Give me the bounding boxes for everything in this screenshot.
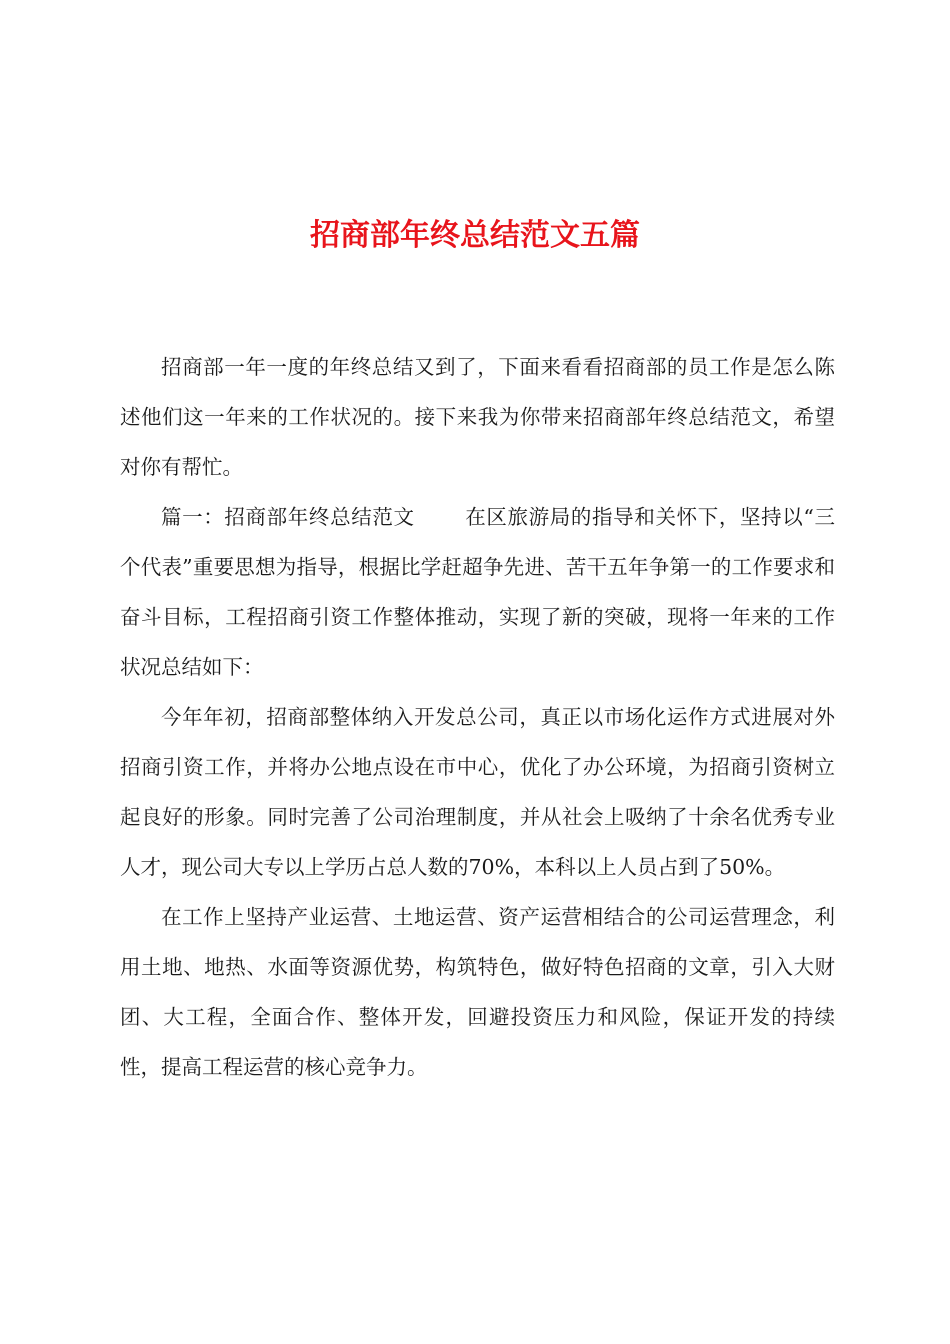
- document-body: [120, 342, 835, 1092]
- section-heading: 篇一：招商部年终总结范文: [161, 505, 415, 529]
- paragraph-3: 在工作上坚持产业运营、土地运营、资产运营相结合的公司运营理念，利用土地、地热、水面等资源优势，构筑特色，做好特色招商的文章，引入大财团、大工程，全面合作、整体开发，回避投资压力和风险，保证开发的持续性，提高工程运营的核心竞争力。: [120, 905, 835, 1079]
- section-one-paragraph: [120, 492, 835, 692]
- paragraph-2: 今年年初，招商部整体纳入开发总公司，真正以市场化运作方式进展对外招商引资工作，并将办公地点设在市中心，优化了办公环境，为招商引资树立起良好的形象。同时完善了公司治理制度，并从社会上吸纳了十余名优秀专业人才，现公司大专以上学历占总人数的70%，本科以上人员占到了50%。: [120, 705, 835, 879]
- section-text: 在区旅游局的指导和关怀下，坚持以“三个代表”重要思想为指导，根据比学赶超争先进、苦干五年争第一的工作要求和奋斗目标，工程招商引资工作整体推动，实现了新的突破，现将一年来的工作状况总结如下：: [120, 505, 835, 679]
- intro-paragraph: 招商部一年一度的年终总结又到了，下面来看看招商部的员工作是怎么陈述他们这一年来的工作状况的。接下来我为你带来招商部年终总结范文，希望对你有帮忙。: [120, 355, 835, 479]
- document-title: 招商部年终总结范文五篇: [310, 218, 640, 253]
